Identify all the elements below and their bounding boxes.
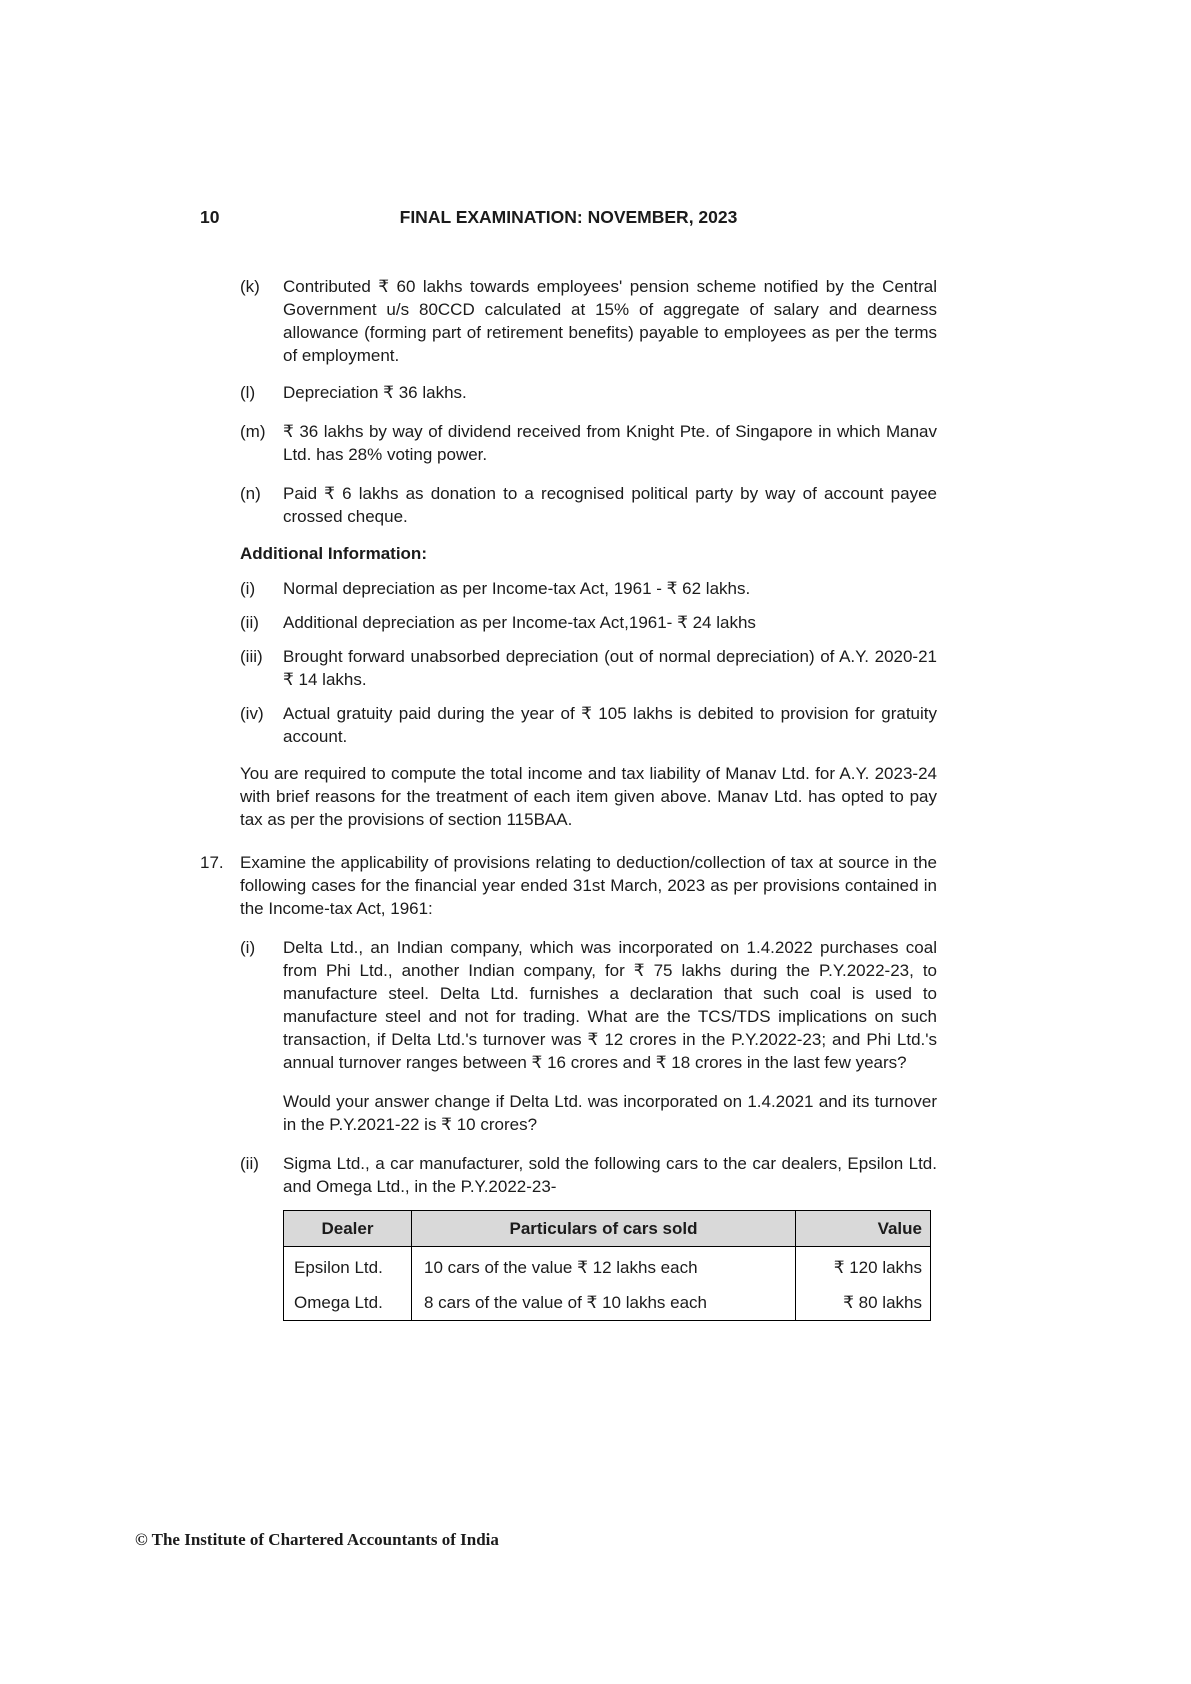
question-intro: Examine the applicability of provisions relating to deduction/collection of tax at source in the following cases for the financial year ended 31st March, 2023 as per provisions contained in the Income-tax Act, 1961: (240, 853, 937, 918)
cars-sold-table (283, 1210, 931, 1321)
cars-sold-table-wrap (283, 1210, 930, 1321)
table-cell-dealer: Omega Ltd. (284, 1285, 412, 1321)
question-number: 17. (200, 853, 224, 872)
item-label: (iv) (240, 704, 264, 723)
item-label: (m) (240, 422, 266, 441)
item-text: Brought forward unabsorbed depreciation (out of normal depreciation) of A.Y. 2020-21 ₹ 14 lakhs. (283, 647, 937, 689)
list-item-l (200, 381, 937, 404)
item-label: (l) (240, 383, 256, 402)
item-text: Actual gratuity paid during the year of ₹ 105 lakhs is debited to provision for gratuity account. (283, 704, 937, 746)
table-row (284, 1285, 931, 1321)
table-cell-dealer: Epsilon Ltd. (284, 1247, 412, 1286)
table-cell-particulars: 8 cars of the value of ₹ 10 lakhs each (412, 1285, 796, 1321)
item-label: (iii) (240, 647, 263, 666)
document-content (200, 275, 937, 1321)
table-header-particulars: Particulars of cars sold (412, 1211, 796, 1247)
item-text: ₹ 36 lakhs by way of dividend received from Knight Pte. of Singapore in which Manav Ltd. has 28% voting power. (283, 422, 937, 464)
table-row (284, 1247, 931, 1286)
q17-sub-item-i (240, 936, 937, 1136)
additional-information-heading: Additional Information: (240, 544, 427, 563)
item-text (283, 1152, 937, 1198)
item-text: Contributed ₹ 60 lakhs towards employees' pension scheme notified by the Central Government u/s 80CCD calculated at 15% of aggregate of salary and dearness allowance (forming part of retirement benefits) payable to employees as per the terms of employment. (283, 277, 937, 365)
list-item-k (200, 275, 937, 367)
list-item-n (200, 482, 937, 528)
requirement-paragraph: You are required to compute the total income and tax liability of Manav Ltd. for A.Y. 2023-24 with brief reasons for the treatment of each item given above. Manav Ltd. has opted to pay tax as per the provisions of section 115BAA. (240, 764, 937, 829)
item-text: Additional depreciation as per Income-tax Act,1961- ₹ 24 lakhs (283, 613, 756, 632)
table-cell-value: ₹ 80 lakhs (796, 1285, 931, 1321)
paragraph: Delta Ltd., an Indian company, which was incorporated on 1.4.2022 purchases coal from Phi Ltd., another Indian company, for ₹ 75 lakhs during the P.Y.2022-23, to manufacture steel. Delta Ltd. furnishes a declaration that such coal is used to manufacture steel and not for trading. What are the TCS/TDS implications on such transaction, if Delta Ltd.'s turnover was ₹ 12 crores in the P.Y.2022-23; and Phi Ltd.'s annual turnover ranges between ₹ 16 crores and ₹ 18 crores in the last few years? (283, 938, 937, 1072)
page-number: 10 (200, 207, 220, 227)
item-label: (n) (240, 484, 261, 503)
item-text (283, 936, 937, 1136)
table-cell-particulars: 10 cars of the value ₹ 12 lakhs each (412, 1247, 796, 1286)
question-17 (200, 851, 937, 920)
item-label: (ii) (240, 1154, 259, 1173)
table-header-row (284, 1211, 931, 1247)
additional-info-item-i (200, 577, 937, 600)
table-header-value: Value (796, 1211, 931, 1247)
item-text: Paid ₹ 6 lakhs as donation to a recognised political party by way of account payee crossed cheque. (283, 484, 937, 526)
table-header-dealer: Dealer (284, 1211, 412, 1247)
q17-sub-item-ii (240, 1152, 937, 1198)
additional-info-item-iv (200, 702, 937, 748)
paragraph: Sigma Ltd., a car manufacturer, sold the following cars to the car dealers, Epsilon Ltd. and Omega Ltd., in the P.Y.2022-23- (283, 1154, 937, 1196)
list-item-m (200, 420, 937, 466)
additional-info-item-ii (200, 611, 937, 634)
paragraph: Would your answer change if Delta Ltd. was incorporated on 1.4.2021 and its turnover in the P.Y.2021-22 is ₹ 10 crores? (283, 1092, 937, 1134)
page-header (200, 205, 937, 229)
item-label: (i) (240, 938, 256, 957)
item-label: (k) (240, 277, 260, 296)
item-text: Depreciation ₹ 36 lakhs. (283, 383, 467, 402)
item-text: Normal depreciation as per Income-tax Act, 1961 - ₹ 62 lakhs. (283, 579, 751, 598)
additional-info-item-iii (200, 645, 937, 691)
item-label: (ii) (240, 613, 259, 632)
header-title: FINAL EXAMINATION: NOVEMBER, 2023 (399, 207, 738, 227)
copyright-footer: © The Institute of Chartered Accountants of India (135, 1530, 499, 1549)
item-label: (i) (240, 579, 256, 598)
table-cell-value: ₹ 120 lakhs (796, 1247, 931, 1286)
